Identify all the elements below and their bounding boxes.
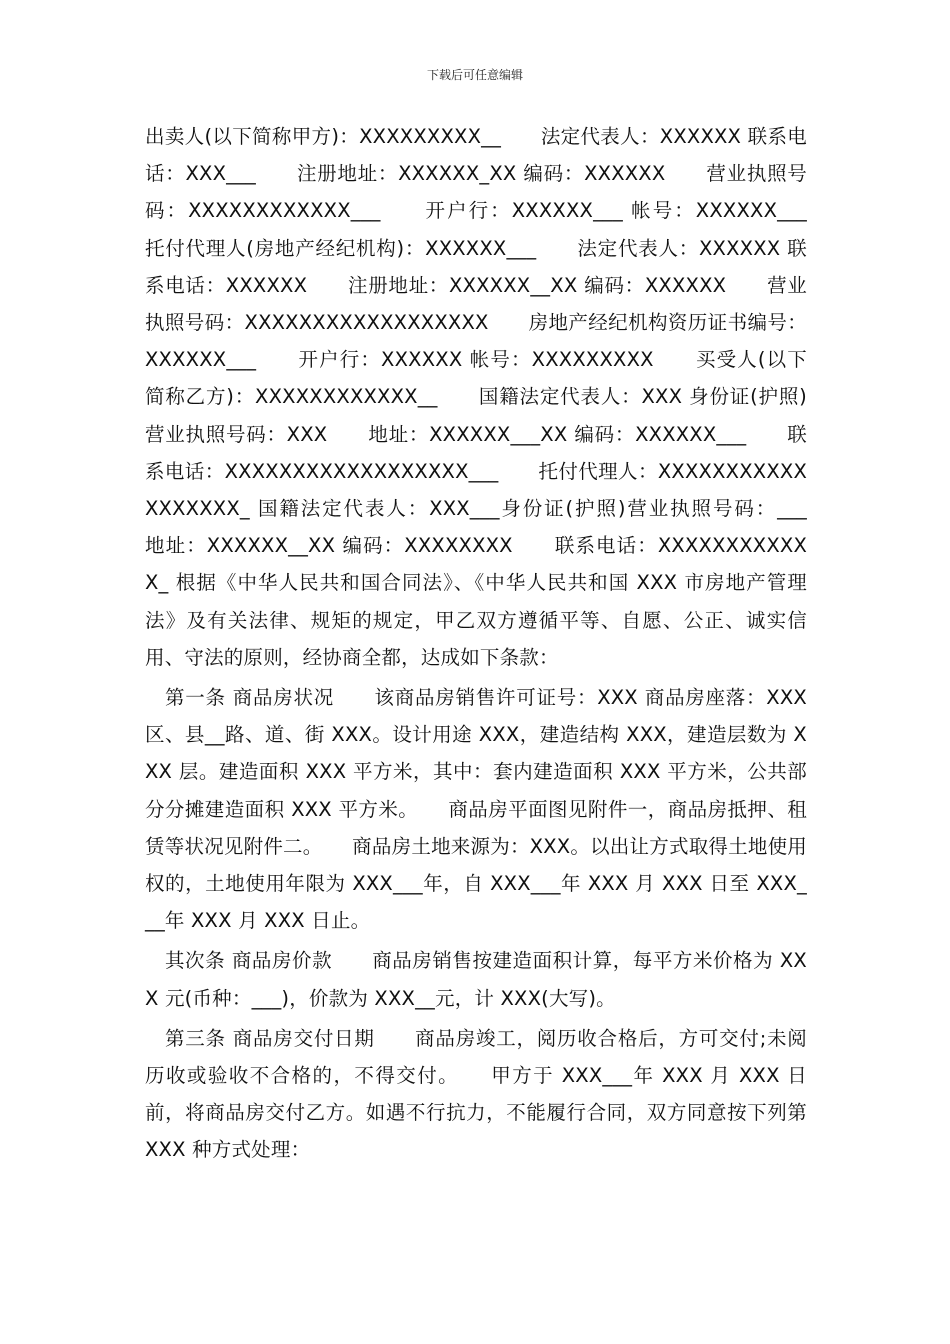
parties-paragraph: 出卖人(以下简称甲方)：XXXXXXXXX__ 法定代表人：XXXXXX 联系电话：XXX___ 注册地址：XXXXXX_XX 编码：XXXXXX 营业执照号码：XXXXXXXXXXXX___ 开户行：XXXXXX___ 帐号：XXXXXX___ 托付代理人(房地产经纪机构)：XXXXXX___ 法定代表人：XXXXXX 联系电话：XXXXXX 注册地址：XXXXXX__XX 编码：XXXXXX 营业执照号码：XXXXXXXXXXXXXXXXXX 房地产经纪机构资历证书编号：XXXXXX___ 开户行：XXXXXX 帐号：XXXXXXXXX 买受人(以下简称乙方)：XXXXXXXXXXXX__ 国籍法定代表人：XXX 身份证(护照)营业执照号码：XXX 地址：XXXXXX___XX 编码：XXXXXX___ 联系电话：XXXXXXXXXXXXXXXXXX___ 托付代理人：XXXXXXXXXXXXXXXXXX_ 国籍法定代表人：XXX___身份证(护照)营业执照号码：___ 地址：XXXXXX__XX 编码：XXXXXXXX 联系电话：XXXXXXXXXXXX_ 根据《中华人民共和国合同法》、《中华人民共和国 XXX 市房地产管理法》及有关法律、规矩的规定，甲乙双方遵循平等、自愿、公正、诚实信用、守法的原则，经协商全都，达成如下条款： xyxy=(145,125,847,669)
article-2-paragraph: 其次条 商品房价款 商品房销售按建造面积计算，每平方米价格为 XXX 元(币种：___)，价款为 XXX__元，计 XXX(大写)。 xyxy=(145,949,807,1010)
article-3-paragraph: 第三条 商品房交付日期 商品房竣工，阅历收合格后，方可交付;未阅历收或验收不合格的，不得交付。 甲方于 XXX___年 XXX 月 XXX 日前，将商品房交付乙方。如遇不行抗力，不能履行合同，双方同意按下列第 XXX 种方式处理： xyxy=(145,1026,807,1162)
contract-body xyxy=(145,118,847,1169)
article-1-paragraph: 第一条 商品房状况 该商品房销售许可证号：XXX 商品房座落：XXX 区、县__路、道、街 XXX。设计用途 XXX，建造结构 XXX，建造层数为 XXX 层。建造面积 XXX 平方米，其中：套内建造面积 XXX 平方米，公共部分分摊建造面积 XXX 平方米。 商品房平面图见附件一，商品房抵押、租赁等状况见附件二。 商品房土地来源为：XXX。以出让方式取得土地使用权的，土地使用年限为 XXX___年，自 XXX___年 XXX 月 XXX 日至 XXX___年 XXX 月 XXX 日止。 xyxy=(145,686,807,933)
header-note: 下载后可任意编辑 xyxy=(426,68,523,82)
